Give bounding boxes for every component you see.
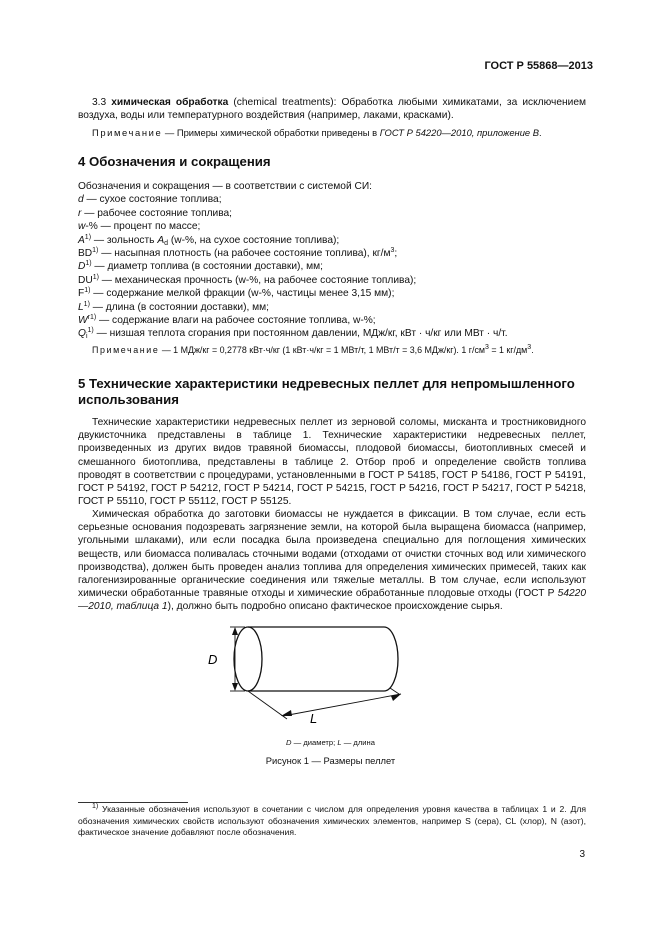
cylinder-back-face [384, 627, 398, 691]
page-number: 3 [579, 849, 585, 860]
symbol-desc: — сухое состояние топлива; [83, 194, 222, 206]
symbol: A [78, 234, 85, 246]
symbol: BD [78, 247, 93, 259]
symbol-sup: 1) [83, 300, 90, 308]
section-5-paragraph-1: Технические характеристики недревесных пеллет из зерновой соломы, мисканта и тростниковидного двукисточника представлены в таблице 1. Технические характеристики недревесных пеллет, произведенных из других видов травяной биомассы, плодовой биомассы, биотопливных смесей и смешанного биотоплива, представлены в таблице 2. Отбор проб и определение свойств топлива проводят в соответствии с процедурами, установленными в ГОСТ Р 54185, ГОСТ Р 54186, ГОСТ Р 54191, ГОСТ Р 54192, ГОСТ Р 54212, ГОСТ Р 54214, ГОСТ Р 54215, ГОСТ Р 54216, ГОСТ Р 54217, ГОСТ Р 54218, ГОСТ Р 55110, ГОСТ Р 55112, ГОСТ Р 55125. [78, 417, 586, 508]
note-label: Примечание [92, 345, 160, 355]
symbol-desc: — содержание мелкой фракции (w-%, частицы менее 3,15 мм); [90, 288, 395, 300]
length-label: L [310, 711, 318, 726]
term-name: химическая обработка [111, 97, 229, 108]
length-ext-right [390, 688, 399, 694]
legend-symbol: L [337, 738, 342, 747]
symbols-intro: Обозначения и сокращения — в соответствии с системой СИ: [78, 181, 372, 192]
footnote-text: Указанные обозначения используют в сочетании с числом для определения уровня качества в таблицах 1 и 2. Для обозначения химических свойств используют обозначения химических элементов, например S (сера), CL (хлор), N (азот), фактическое значение добавляют после обозначения. [78, 804, 586, 838]
length-arrow-line [283, 694, 401, 716]
symbol-sub: i [85, 333, 88, 341]
note-end: . [538, 127, 542, 138]
paragraph-text: ), должно быть подробно описано фактическое происхождение сырья. [167, 601, 503, 613]
symbol-sup: 3 [390, 246, 395, 254]
symbol-sup: 1) [85, 260, 92, 268]
symbol: r [78, 207, 82, 219]
symbol: F [78, 288, 85, 300]
symbol-du [78, 274, 598, 287]
symbol: W [78, 314, 88, 326]
symbol-desc: ; [394, 247, 398, 259]
symbol: A [157, 234, 165, 246]
pellet-cylinder [234, 627, 398, 691]
symbol: D [78, 261, 86, 273]
section-5-title: 5 Технические характеристики недревесных пеллет для непромышленного использования [78, 376, 575, 407]
symbol-desc: — содержание влаги на рабочее состояние топлива, w-%; [96, 314, 376, 326]
symbol-desc: (w-%, на сухое состояние топлива); [168, 234, 340, 246]
symbol-desc: — длина (в состоянии доставки), мм; [89, 301, 270, 313]
term-number: 3.3 [92, 97, 112, 108]
symbol-q [78, 327, 598, 340]
symbol-sup: 1) [84, 287, 91, 295]
symbol-d-diameter [78, 260, 598, 273]
section-5-paragraph-2 [78, 508, 586, 614]
figure-legend [0, 736, 661, 749]
symbol-bd [78, 247, 598, 260]
symbol-desc: — низшая теплота сгорания при постоянном давлении, МДж/кг, кВт · ч/кг или МВт · ч/т. [93, 328, 508, 340]
arrowhead-left [281, 710, 292, 716]
note-text: — 1 МДж/кг = 0,2778 кВт·ч/кг (1 кВт·ч/кг = 1 МВт/т, 1 МВт/т = 3,6 МДж/кг). 1 г/см [159, 345, 485, 355]
symbol-r [78, 207, 598, 220]
paragraph-text: Химическая обработка до заготовки биомассы не нуждается в фиксации. В том случае, если есть серьезные основания подозревать загрязнение земли, на которой была выращена биомасса (например, угольными шлаками), или если посадка была произведена специально для поглощения химических веществ, или биомасса поливалась сточными водами (отходами от очистки сточных вод или химического производства), должен быть проведен анализ топлива для определения химических примесей, таких как галогенизированные органические соединения или тяжелые металлы. В том случае, если используют химически обработанные травяные отходы и химические обработанные плодовые отходы (ГОСТ Р [78, 509, 586, 600]
symbol-desc: — зольность [91, 234, 158, 246]
note-sup: 3 [485, 344, 489, 351]
length-ext-left [248, 691, 287, 719]
footnote [78, 804, 586, 839]
term-definition: (chemical treatments): Обработка любыми химикатами, за исключением воздуха, воды или температурного воздействия (например, лаками, красками). [78, 97, 586, 122]
symbol-d [78, 193, 598, 206]
note-label: Примечание [92, 127, 163, 138]
symbol-desc: -% — процент по массе; [85, 221, 201, 233]
note-reference: ГОСТ Р 54220—2010, приложение В [379, 127, 539, 138]
dimension-lines [230, 627, 401, 719]
legend-text: — длина [341, 738, 375, 747]
symbol-desc: — диаметр топлива (в состоянии доставки), мм; [91, 261, 323, 273]
symbol-sub: d [164, 239, 169, 247]
pellet-figure [205, 624, 435, 734]
symbols-list [78, 180, 598, 341]
symbol: Q [78, 328, 86, 340]
symbol-sup: r1) [87, 313, 97, 321]
arrowheads [232, 627, 401, 716]
cylinder-front-face [234, 627, 262, 691]
diameter-label: D [208, 652, 218, 667]
symbol-w [78, 220, 598, 233]
document-header: ГОСТ Р 55868—2013 [484, 60, 593, 72]
symbol: DU [78, 274, 93, 286]
symbol: d [78, 194, 84, 206]
footnote-mark: 1) [92, 803, 99, 810]
symbol-desc: — рабочее состояние топлива; [81, 207, 233, 219]
symbol-sup: 1) [92, 273, 99, 281]
arrowhead-top [232, 627, 238, 635]
term-3-3 [78, 96, 586, 122]
figure-caption: Рисунок 1 — Размеры пеллет [265, 755, 396, 766]
note-text: — Примеры химической обработки приведены в [162, 127, 380, 138]
note-3-3 [78, 126, 586, 139]
arrowhead-right [391, 694, 401, 701]
legend-text: — диаметр; [291, 738, 338, 747]
symbol-a [78, 234, 598, 247]
symbol: L [78, 301, 84, 313]
symbol-desc: — насыпная плотность (на рабочее состояние топлива), кг/м [98, 247, 391, 259]
symbol-desc: — механическая прочность (w-%, на рабочее состояние топлива); [98, 274, 417, 286]
arrowhead-bottom [232, 683, 238, 691]
symbol: w [78, 221, 86, 233]
symbol-f [78, 287, 598, 300]
symbol-sup: 1) [84, 233, 92, 241]
symbol-sup: 1) [92, 246, 99, 254]
symbol-l [78, 301, 598, 314]
section-4-title: 4 Обозначения и сокращения [78, 154, 271, 169]
legend-symbol: D [286, 738, 292, 747]
symbol-w-moisture [78, 314, 598, 327]
note-section-4 [78, 344, 586, 357]
note-text: . [531, 345, 534, 355]
note-text: = 1 кг/дм [488, 345, 528, 355]
symbol-sup: 1) [87, 327, 94, 335]
note-sup: 3 [527, 344, 532, 351]
paragraph-reference: 54220—2010, таблица 1 [78, 588, 586, 613]
